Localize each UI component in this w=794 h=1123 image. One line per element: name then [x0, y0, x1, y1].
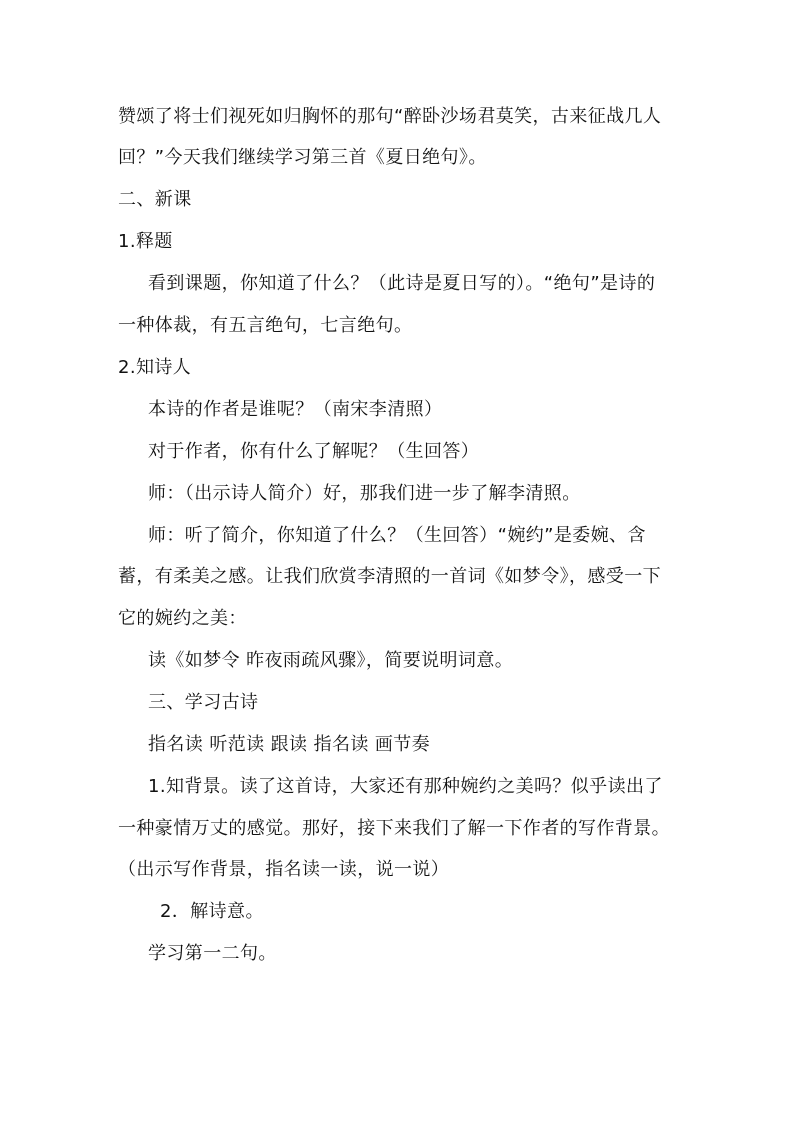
text-line: 赞颂了将士们视死如归胸怀的那句“醉卧沙场君莫笑，古来征战几人: [118, 106, 662, 127]
text-line: 读《如梦令 昨夜雨疏风骤》，简要说明词意。: [148, 650, 514, 671]
text-line: 本诗的作者是谁呢？（南宋李清照）: [148, 399, 443, 420]
text-line: 对于作者，你有什么了解呢？（生回答）: [148, 441, 480, 462]
text-line: 师：（出示诗人简介）好，那我们进一步了解李清照。: [148, 483, 581, 504]
text-line: 2．解诗意。: [160, 901, 264, 922]
text-line: 一种豪情万丈的感觉。那好，接下来我们了解一下作者的写作背景。: [118, 818, 670, 839]
text-line: 看到课题，你知道了什么？（此诗是夏日写的）。“绝句”是诗的: [148, 273, 656, 294]
section-heading: 三、学习古诗: [148, 692, 259, 713]
subsection-heading: 1.释题: [118, 231, 173, 252]
section-heading: 二、新课: [118, 189, 192, 210]
text-line: 学习第一二句。: [148, 943, 277, 964]
subsection-heading: 2.知诗人: [118, 357, 192, 378]
text-line: 一种体裁，有五言绝句，七言绝句。: [118, 315, 413, 336]
text-line: 1.知背景。读了这首诗，大家还有那种婉约之美吗？似乎读出了: [148, 776, 663, 797]
text-line: 师：听了简介，你知道了什么？（生回答）“婉约”是委婉、含: [148, 525, 646, 546]
text-line: 它的婉约之美：: [118, 608, 247, 629]
text-line: 指名读 听范读 跟读 指名读 画节奏: [148, 734, 431, 755]
text-line: （出示写作背景，指名读一读，说一说）: [118, 859, 450, 880]
text-line: 蓄，有柔美之感。让我们欣赏李清照的一首词《如梦令》，感受一下: [118, 566, 661, 587]
text-line: 回？”今天我们继续学习第三首《夏日绝句》。: [118, 147, 487, 168]
